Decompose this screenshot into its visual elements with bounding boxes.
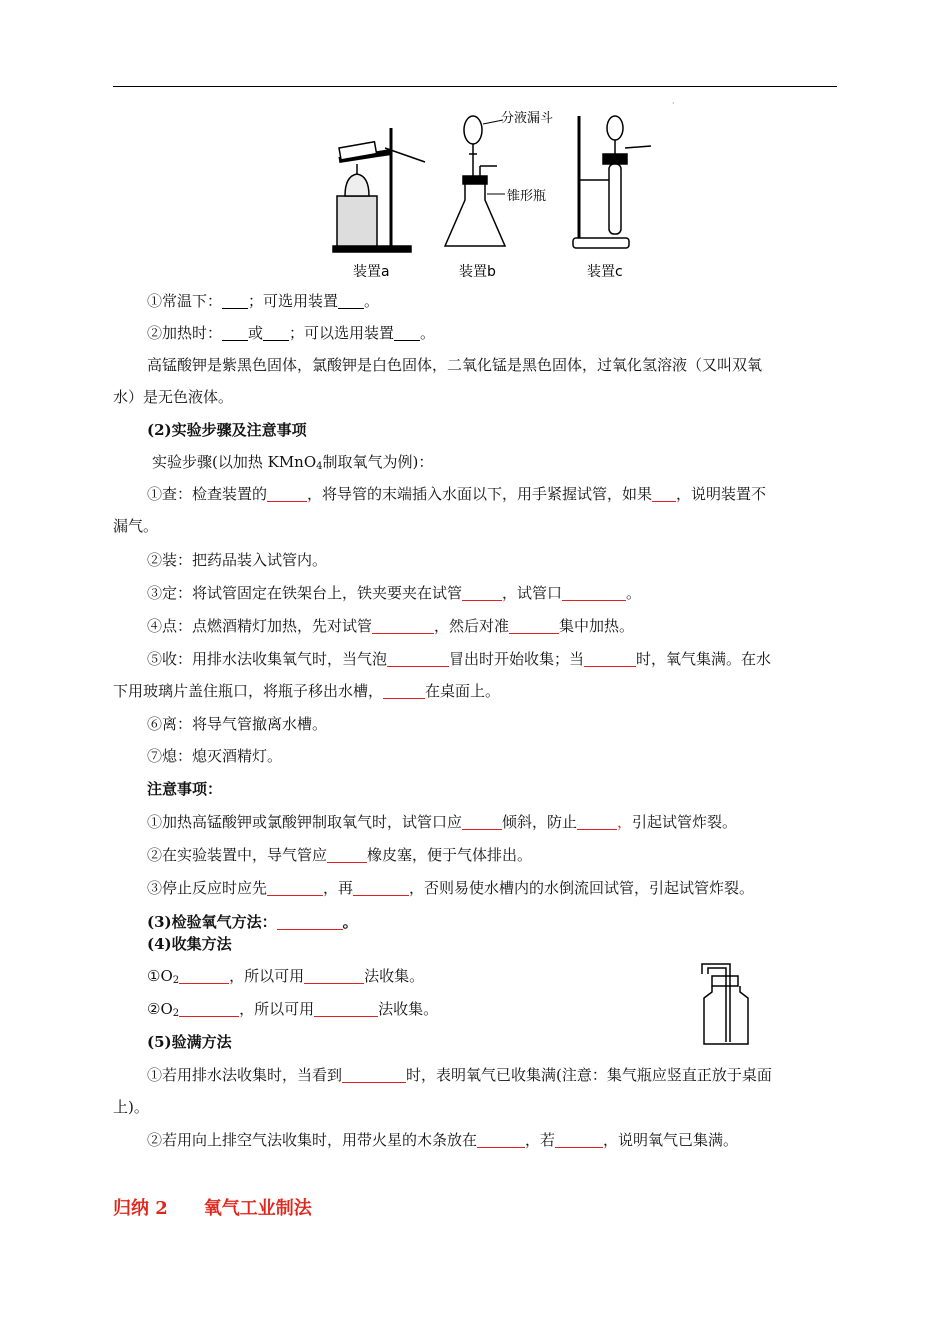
blank[interactable] (652, 485, 676, 502)
text: 制取氧气为例)： (322, 453, 434, 471)
text: ，所以可用 (239, 1000, 315, 1018)
text: 。 (626, 584, 642, 602)
text: ，否则易使水槽内的水倒流回试管，引起试管炸裂。 (409, 879, 755, 897)
text: 下用玻璃片盖住瓶口，将瓶子移出水槽， (113, 682, 384, 700)
blank[interactable] (577, 813, 617, 830)
stray-dot: · (672, 99, 675, 108)
text: ①加热高锰酸钾或氯酸钾制取氧气时，试管口应 (147, 813, 463, 831)
step-load: ②装：把药品装入试管内。 (147, 551, 328, 569)
text: ④点：点燃酒精灯加热，先对试管 (147, 617, 373, 635)
text: 时，表明氧气已收集满(注意：集气瓶应竖直正放于桌面 (406, 1066, 772, 1084)
steps-intro (152, 452, 433, 472)
apparatus-a (333, 128, 425, 252)
text: 冒出时开始收集；当 (449, 650, 585, 668)
text: ，然后对准 (434, 617, 510, 635)
label-flask: 锥形瓶 (507, 189, 547, 204)
blank[interactable] (477, 1131, 525, 1148)
header-rule (113, 86, 837, 87)
blank[interactable] (179, 967, 229, 984)
step-extinguish: ⑦熄：熄灭酒精灯。 (147, 747, 283, 765)
blank[interactable] (267, 879, 323, 896)
blank[interactable] (462, 584, 502, 601)
test-method (147, 912, 358, 932)
blank[interactable] (387, 650, 449, 667)
text: ，将导管的末端插入水面以下，用手紧握试管，如果 (307, 485, 653, 503)
blank[interactable] (509, 617, 559, 634)
section-number: 归纳 2 (113, 1198, 168, 1219)
note-3 (147, 878, 754, 898)
text: ②O (147, 1000, 173, 1018)
section-heading (113, 1194, 312, 1220)
subscript: 2 (172, 1008, 180, 1019)
text: ，说明氧气已集满。 (603, 1131, 739, 1149)
collect-heading: (4)收集方法 (147, 935, 232, 953)
text: ⑤收：用排水法收集氧气时，当气泡 (147, 650, 388, 668)
blank[interactable] (555, 1131, 603, 1148)
text: ，试管口 (502, 584, 563, 602)
blank[interactable] (353, 879, 409, 896)
text: ①常温下： (147, 292, 223, 310)
label-funnel: 分液漏斗 (501, 111, 554, 126)
apparatus-c (573, 116, 651, 248)
reagent-para-cont: 水）是无色液体。 (113, 388, 234, 406)
text: ，说明装置不 (676, 485, 767, 503)
notes-heading: 注意事项： (147, 780, 223, 798)
text: ①若用排水法收集时，当看到 (147, 1066, 343, 1084)
blank[interactable] (338, 292, 364, 309)
caption-a: 装置a (353, 264, 390, 280)
steps-heading: (2)实验步骤及注意事项 (147, 421, 307, 439)
text: 法收集。 (378, 1000, 439, 1018)
apparatus-b (445, 116, 505, 246)
text: 。 (364, 292, 380, 310)
text: 。 (342, 913, 358, 931)
text: ；可以选用装置 (289, 324, 395, 342)
blank[interactable] (222, 292, 248, 309)
apparatus-figure (325, 108, 665, 288)
step-remove: ⑥离：将导气管撤离水槽。 (147, 715, 328, 733)
note-2 (147, 845, 532, 865)
blank[interactable] (372, 617, 434, 634)
verify-1 (147, 1065, 772, 1085)
text: 倾斜，防止 (502, 813, 578, 831)
blank[interactable] (314, 1000, 378, 1017)
text: 法收集。 (364, 967, 425, 985)
text: 在桌面上。 (425, 682, 501, 700)
step-collect (147, 649, 771, 669)
text: 实验步骤(以加热 KMnO (152, 453, 317, 471)
text: ②在实验装置中，导气管应 (147, 846, 328, 864)
text: 。 (420, 324, 436, 342)
text: ， (617, 813, 633, 831)
verify-1-cont: 上)。 (113, 1098, 149, 1116)
blank[interactable] (562, 584, 626, 601)
caption-c: 装置c (587, 264, 623, 280)
blank[interactable] (222, 324, 248, 341)
subscript: 2 (172, 975, 180, 986)
blank[interactable] (263, 324, 289, 341)
step-check-cont: 漏气。 (113, 517, 159, 535)
step-light (147, 616, 634, 636)
note-1 (147, 812, 737, 832)
blank[interactable] (277, 913, 343, 930)
reagent-para: 高锰酸钾是紫黑色固体，氯酸钾是白色固体，二氧化锰是黑色固体，过氧化氢溶液（又叫双氧 (147, 356, 763, 374)
text: ③停止反应时应先 (147, 879, 268, 897)
text: 集中加热。 (559, 617, 635, 635)
verify-2 (147, 1130, 738, 1150)
text: ；可选用装置 (248, 292, 339, 310)
text: ，再 (323, 879, 354, 897)
text: ②若用向上排空气法收集时，用带火星的木条放在 (147, 1131, 478, 1149)
step-fix (147, 583, 641, 603)
text: ①查：检查装置的 (147, 485, 268, 503)
blank[interactable] (267, 485, 307, 502)
blank[interactable] (179, 1000, 239, 1017)
section-title: 氧气工业制法 (203, 1198, 312, 1219)
text: ，所以可用 (229, 967, 305, 985)
blank[interactable] (304, 967, 364, 984)
text: 时，氧气集满。在水 (636, 650, 772, 668)
room-temp-line (147, 291, 379, 311)
text: 引起试管炸裂。 (632, 813, 738, 831)
blank[interactable] (462, 813, 502, 830)
heating-line (147, 323, 435, 343)
step-check (147, 484, 766, 504)
text: ②加热时： (147, 324, 223, 342)
text: 橡皮塞，便于气体排出。 (367, 846, 533, 864)
blank[interactable] (383, 682, 425, 699)
subscript: 4 (316, 461, 323, 472)
text: ①O (147, 967, 173, 985)
blank[interactable] (394, 324, 420, 341)
text: ③定：将试管固定在铁架台上，铁夹要夹在试管 (147, 584, 463, 602)
gas-bottle-figure (690, 958, 760, 1048)
text: ，若 (525, 1131, 556, 1149)
verify-heading: (5)验满方法 (147, 1033, 232, 1051)
caption-b: 装置b (459, 264, 496, 280)
step-collect-cont (113, 681, 500, 701)
collect-2 (147, 999, 438, 1019)
blank[interactable] (327, 846, 367, 863)
blank[interactable] (342, 1066, 406, 1083)
collect-1 (147, 966, 424, 986)
blank[interactable] (584, 650, 636, 667)
text: 或 (248, 324, 264, 342)
text: (3)检验氧气方法： (147, 913, 277, 931)
